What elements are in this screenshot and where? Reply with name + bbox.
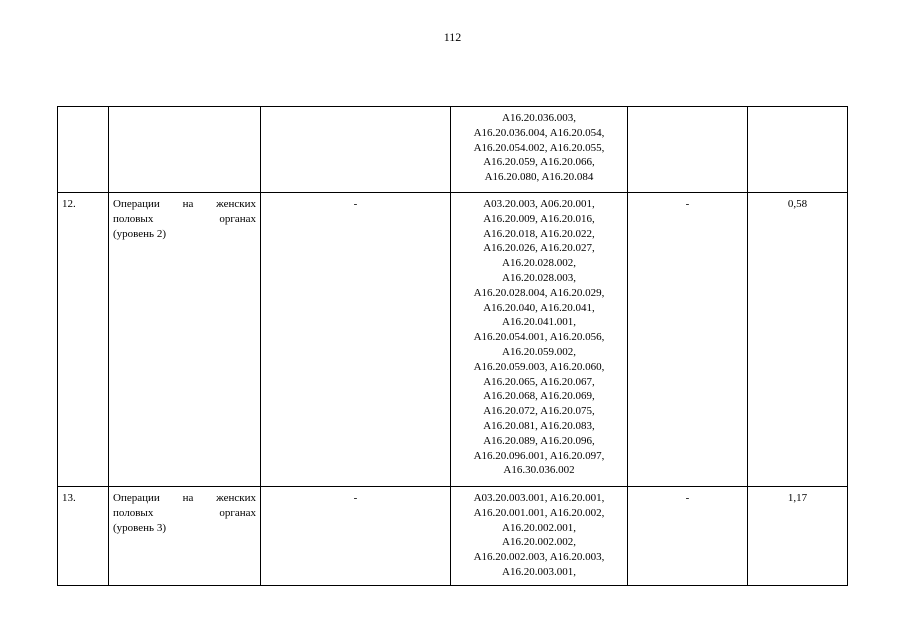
name-line: Операции на женских [113,492,256,504]
code-line: A16.20.068, A16.20.069, [483,390,595,403]
name-line: Операции на женских [113,198,256,210]
cell-dash-2 [628,107,748,193]
cell-dash-2: - [628,487,748,586]
code-line: A16.20.072, A16.20.075, [483,405,595,418]
cell-dash-2: - [628,193,748,487]
code-line: A16.20.026, A16.20.027, [483,242,595,255]
code-line: A16.20.028.002, [502,257,576,270]
code-line: A16.20.065, A16.20.067, [483,375,595,388]
code-line: A16.30.036.002 [503,464,575,477]
code-line: A16.20.028.003, [502,271,576,284]
code-line: A03.20.003.001, A16.20.001, [473,492,605,504]
code-line: A16.20.001.001, A16.20.002, [473,506,605,519]
code-line: A16.20.009, A16.20.016, [483,212,595,225]
cell-name [109,193,261,487]
cell-dash-1: - [261,487,451,586]
cell-dash-1: - [261,193,451,487]
name-line: (уровень 3) [113,521,166,534]
code-line: A16.20.028.004, A16.20.029, [473,286,605,299]
code-line: A16.20.002.003, A16.20.003, [473,551,605,564]
cell-coefficient: 0,58 [748,193,848,487]
cell-coefficient [748,107,848,193]
page-number: 112 [443,30,462,44]
cell-number: 12. [58,193,109,487]
name-line: половых органах [113,506,256,519]
code-line: A16.20.059.002, [502,345,576,358]
code-line: A16.20.081, A16.20.083, [483,419,595,432]
cell-name [109,107,261,193]
code-line: A16.20.018, A16.20.022, [483,227,595,240]
cell-codes [451,107,628,193]
code-line: A16.20.054.001, A16.20.056, [473,331,605,344]
code-line: A16.20.002.001, [502,521,576,534]
code-line: A16.20.002.002, [502,536,576,549]
code-line: A16.20.040, A16.20.041, [483,301,595,314]
codes-table [57,106,848,586]
code-line: A16.20.096.001, A16.20.097, [473,449,605,462]
table-row [58,487,848,586]
cell-codes [451,193,628,487]
cell-name [109,487,261,586]
code-line: A03.20.003, A06.20.001, [483,198,595,210]
cell-coefficient: 1,17 [748,487,848,586]
name-line: (уровень 2) [113,227,166,240]
code-line: A16.20.059.003, A16.20.060, [473,360,605,373]
code-line: A16.20.054.002, A16.20.055, [473,141,605,154]
code-line: A16.20.036.004, A16.20.054, [473,126,605,139]
cell-number: 13. [58,487,109,586]
table-row [58,193,848,487]
cell-codes [451,487,628,586]
name-line: половых органах [113,212,256,225]
code-line: A16.20.089, A16.20.096, [483,434,595,447]
code-line: A16.20.041.001, [502,316,576,329]
code-line: A16.20.059, A16.20.066, [483,156,595,169]
code-line: A16.20.080, A16.20.084 [484,171,594,184]
table-row-continuation [58,107,848,193]
cell-dash-1 [261,107,451,193]
code-line: A16.20.036.003, [502,112,576,124]
cell-number [58,107,109,193]
code-line: A16.20.003.001, [502,565,576,578]
